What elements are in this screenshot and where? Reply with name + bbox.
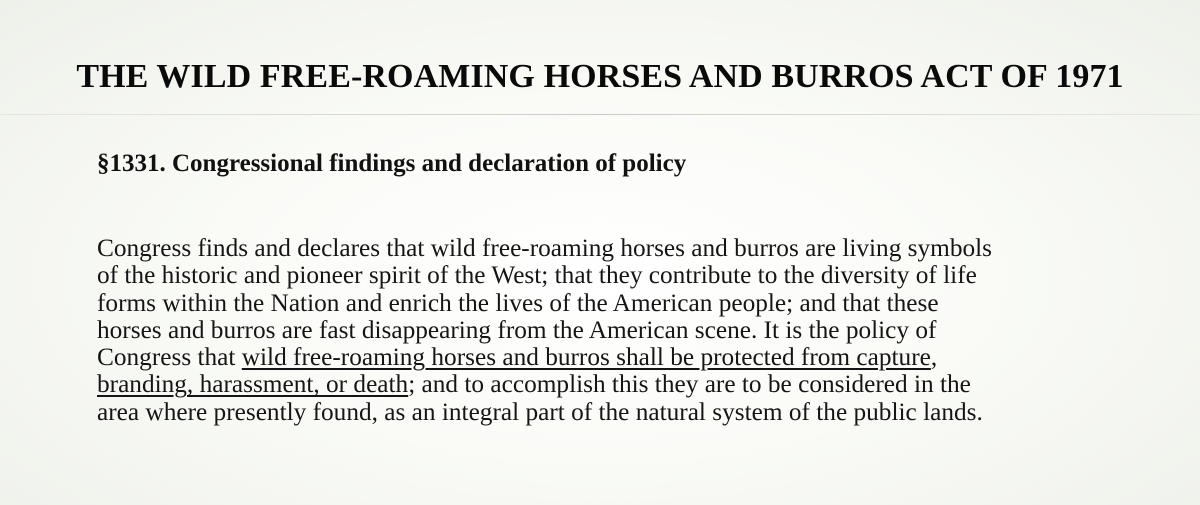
- body-text-segment: ; and to accomplish this they are to be considered in the: [408, 370, 971, 399]
- section-heading: §1331. Congressional findings and declaration of policy: [97, 150, 687, 177]
- document-title: THE WILD FREE-ROAMING HORSES AND BURROS ACT OF 1971: [76, 58, 1124, 95]
- underlined-text: branding, harassment, or death: [97, 370, 409, 399]
- body-text-segment: ,: [930, 343, 938, 372]
- underlined-text: wild free-roaming horses and burros shall be protected from capture: [241, 343, 931, 372]
- body-line: of the historic and pioneer spirit of the West; that they contribute to the diversity of life: [97, 261, 977, 290]
- body-line: area where presently found, as an integral part of the natural system of the public lands.: [97, 397, 983, 426]
- body-line: [97, 344, 1137, 371]
- body-line: horses and burros are fast disappearing from the American scene. It is the policy of: [97, 315, 937, 344]
- title-divider: [0, 114, 1200, 115]
- body-line: forms within the Nation and enrich the lives of the American people; and that these: [97, 288, 939, 317]
- body-line: Congress finds and declares that wild free-roaming horses and burros are living symbols: [97, 234, 993, 262]
- body-text-segment: Congress that: [97, 343, 242, 372]
- body-line: [97, 371, 1137, 398]
- body-paragraph: [97, 235, 1137, 426]
